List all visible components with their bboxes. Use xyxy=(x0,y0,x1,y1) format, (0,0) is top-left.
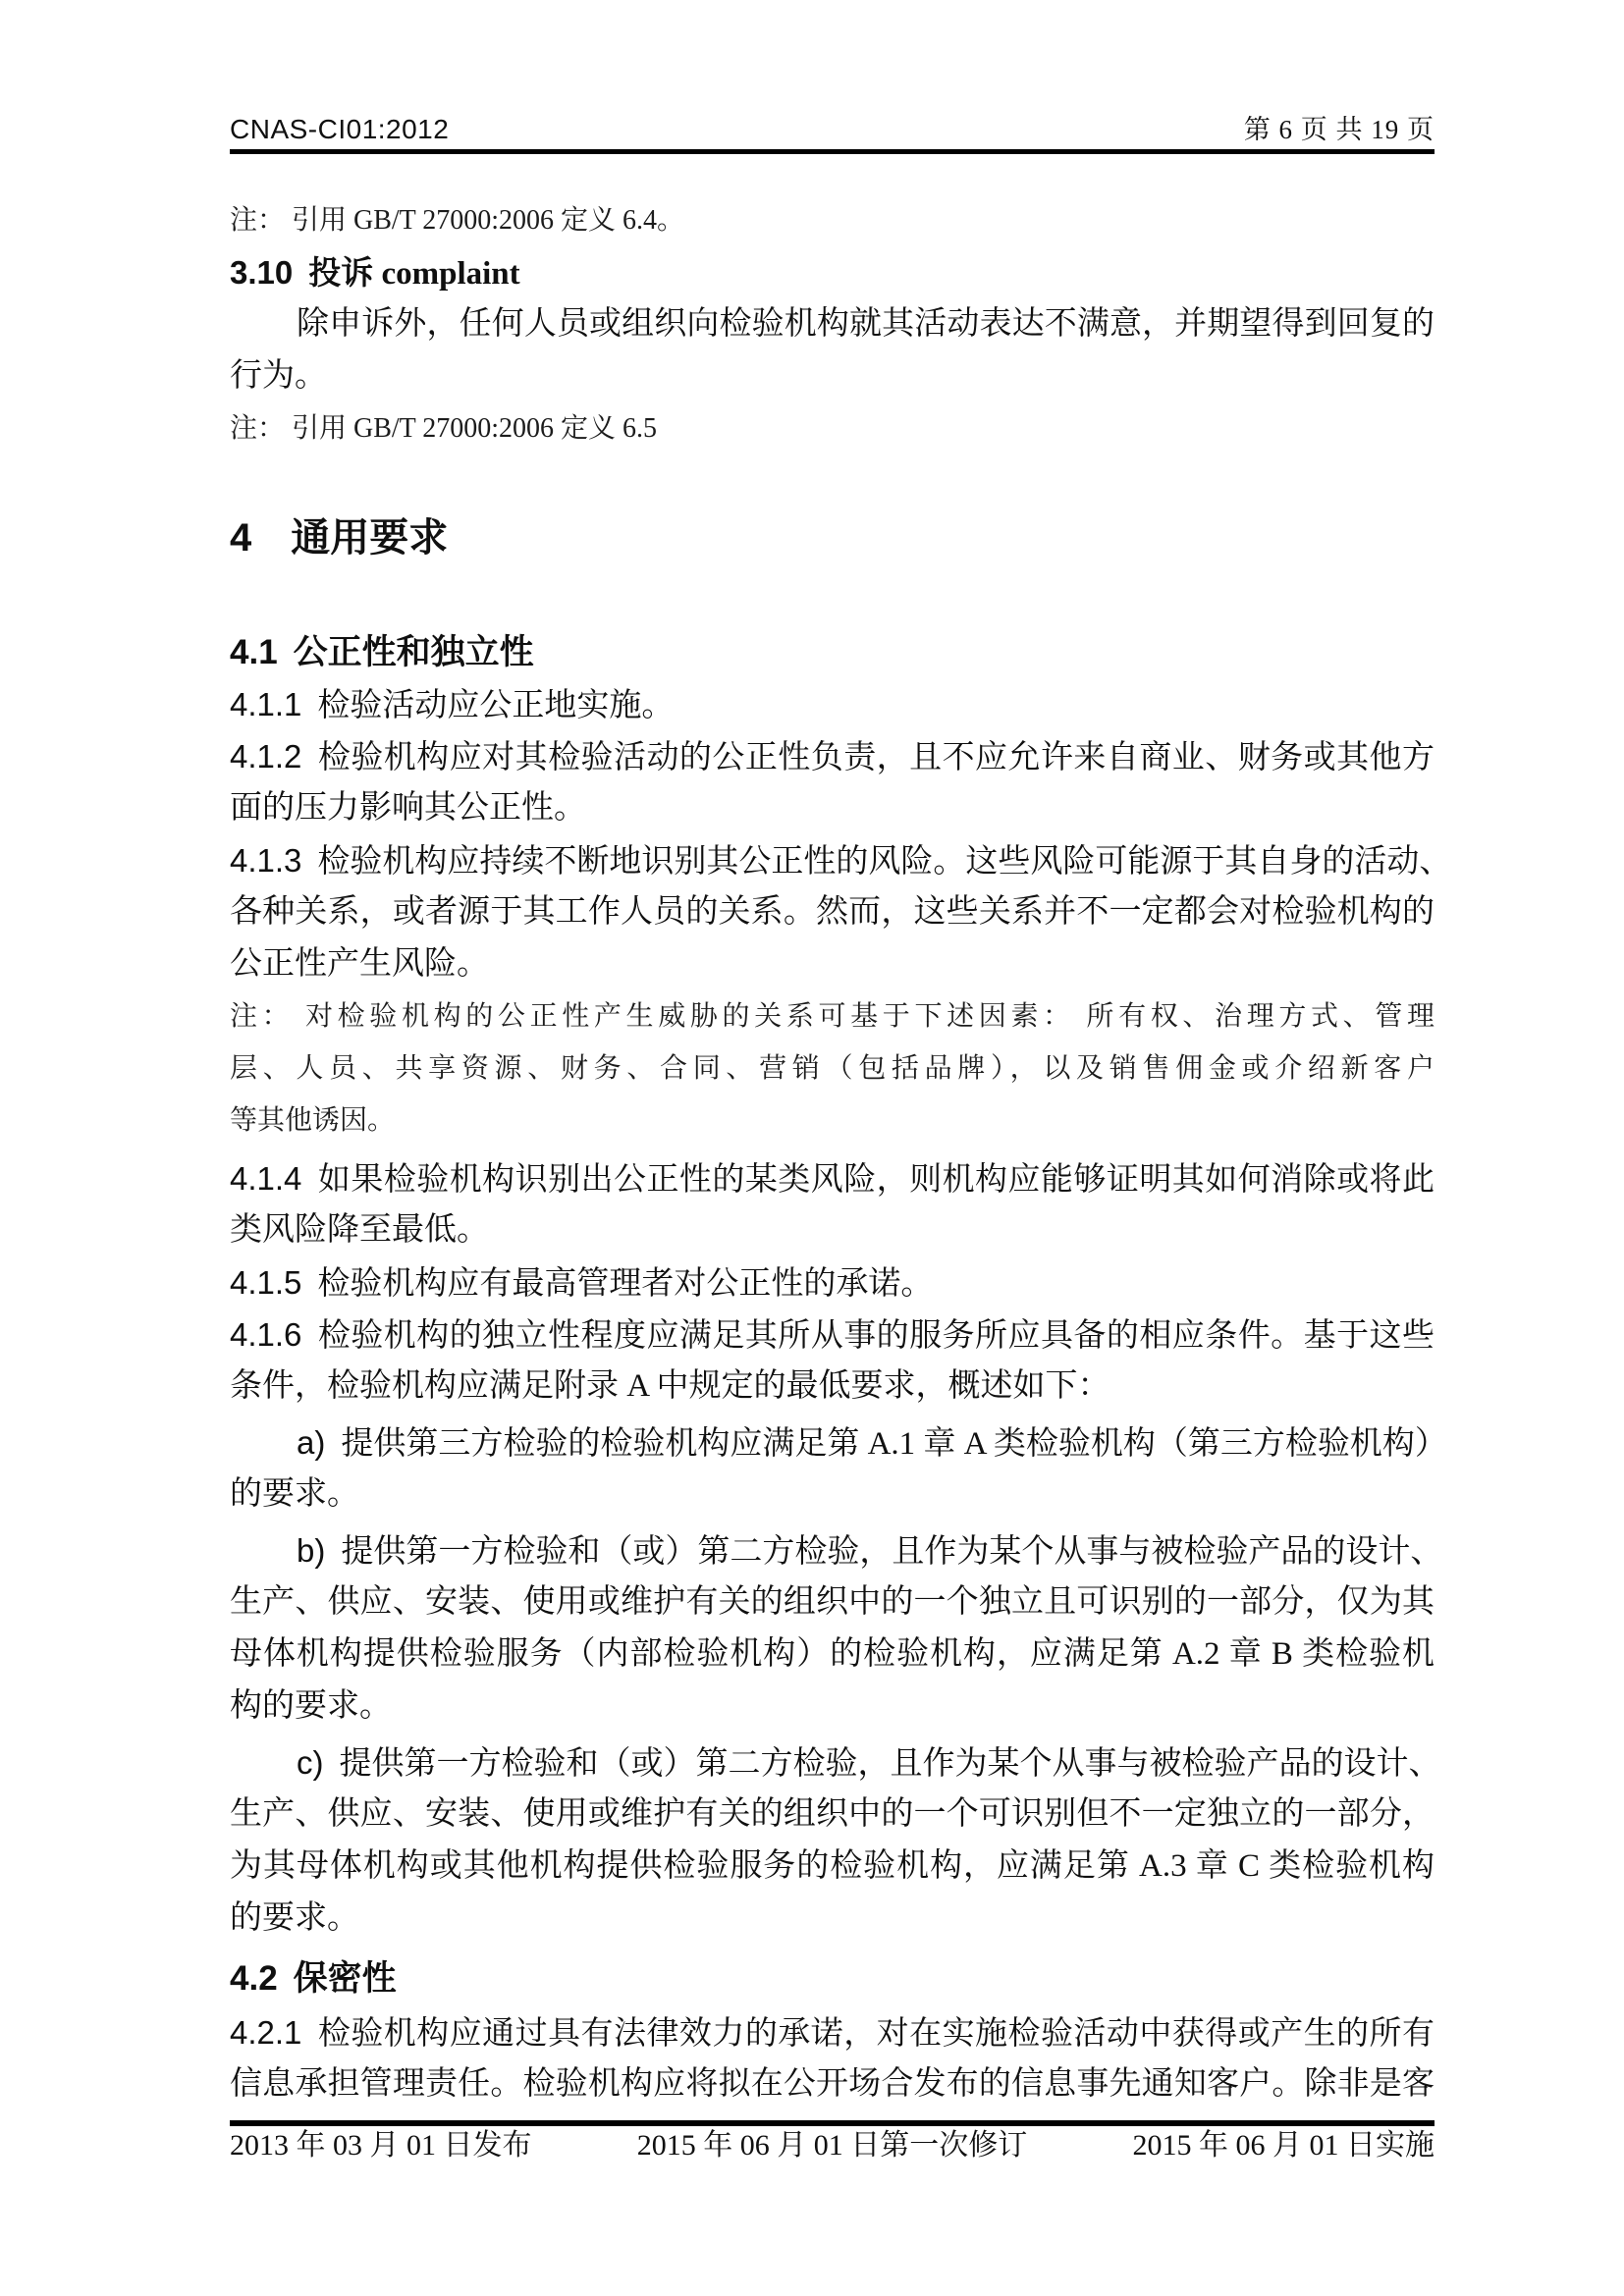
paragraph-text: 条件，检验机构应满足附录 A 中规定的最低要求，概述如下： xyxy=(230,1368,1110,1404)
clause-line-4-1-3 xyxy=(230,834,1452,886)
clause-number: 4.1.6 xyxy=(230,1316,302,1353)
page-number-info: 第 6 页 共 19 页 xyxy=(1243,115,1435,144)
paragraph-line xyxy=(230,2058,1435,2110)
paragraph-text: 的要求。 xyxy=(230,1900,359,1936)
clause-text: 检验机构应对其检验活动的公正性负责，且不应允许来自商业、财务或其他方 xyxy=(317,740,1435,775)
clause-line-4-1-1 xyxy=(230,678,1435,730)
document-body xyxy=(230,194,1452,2110)
clause-number: 4.1.5 xyxy=(230,1264,302,1301)
subsection-heading-4-1 xyxy=(230,626,1435,678)
clause-line-4-1-4 xyxy=(230,1152,1435,1204)
clause-text: 检验活动应公正地实施。 xyxy=(317,688,675,723)
paragraph-line xyxy=(230,1576,1435,1629)
note-line xyxy=(230,1095,1435,1147)
paragraph-text: 生产、供应、安装、使用或维护有关的组织中的一个独立且可识别的一部分，仅为其 xyxy=(230,1584,1435,1620)
clause-text: 如果检验机构识别出公正性的某类风险，则机构应能够证明其如何消除或将此 xyxy=(317,1162,1435,1198)
paragraph-line xyxy=(230,350,1435,402)
note-text: 注： 对检验机构的公正性产生威胁的关系可基于下述因素： 所有权、治理方式、管理 xyxy=(230,1001,1435,1032)
list-item-c xyxy=(230,1736,1441,1789)
clause-number: 4.1.1 xyxy=(230,686,302,722)
clause-text: 检验机构应有最高管理者对公正性的承诺。 xyxy=(317,1266,934,1302)
footer-published-date: 2013 年 03 月 01 日发布 xyxy=(230,2129,532,2162)
note-text: 注： 引用 GB/T 27000:2006 定义 6.4。 xyxy=(230,205,685,236)
paragraph-line xyxy=(230,782,1435,834)
clause-line-4-1-2 xyxy=(230,730,1435,782)
note-line xyxy=(230,1042,1435,1095)
footer-revised-date: 2015 年 06 月 01 日第一次修订 xyxy=(636,2129,1028,2162)
paragraph-line xyxy=(230,1789,1435,1841)
heading-text: 投诉 complaint xyxy=(308,256,520,292)
note-line xyxy=(230,990,1435,1042)
page-header xyxy=(230,110,1435,149)
paragraph-line xyxy=(230,1468,1435,1521)
document-code: CNAS-CI01:2012 xyxy=(230,114,450,144)
list-item-b xyxy=(230,1524,1443,1576)
paragraph-line xyxy=(230,1893,1435,1945)
clause-text: 检验机构的独立性程度应满足其所从事的服务所应具备的相应条件。基于这些 xyxy=(317,1318,1435,1354)
paragraph-text: 生产、供应、安装、使用或维护有关的组织中的一个可识别但不一定独立的一部分， xyxy=(230,1796,1435,1832)
clause-number: 4.1.3 xyxy=(230,842,302,879)
heading-text: 公正性和独立性 xyxy=(293,633,534,671)
footer-implemented-date: 2015 年 06 月 01 日实施 xyxy=(1132,2129,1435,2162)
clause-number: 4.1.2 xyxy=(230,738,302,774)
paragraph-line xyxy=(230,886,1435,938)
list-marker: b) xyxy=(297,1532,326,1569)
note-text: 等其他诱因。 xyxy=(230,1105,396,1136)
paragraph-text: 各种关系，或者源于其工作人员的关系。然而，这些关系并不一定都会对检验机构的 xyxy=(230,894,1435,930)
paragraph-text: 除申诉外，任何人员或组织向检验机构就其活动表达不满意，并期望得到回复的 xyxy=(297,306,1435,342)
clause-line-4-1-5 xyxy=(230,1256,1435,1308)
paragraph-line xyxy=(230,1361,1435,1413)
clause-number: 4.1.4 xyxy=(230,1160,302,1197)
list-item-text: 提供第一方检验和（或）第二方检验，且作为某个从事与被检验产品的设计、 xyxy=(341,1534,1443,1570)
paragraph-line xyxy=(230,1204,1435,1256)
heading-text: 保密性 xyxy=(293,1959,397,1998)
section-heading-4 xyxy=(230,508,1435,567)
list-item-text: 提供第三方检验的检验机构应满足第 A.1 章 A 类检验机构（第三方检验机构） xyxy=(341,1426,1447,1462)
clause-text: 检验机构应持续不断地识别其公正性的风险。这些风险可能源于其自身的活动、 xyxy=(317,844,1452,880)
clause-heading-3-10 xyxy=(230,246,1435,298)
list-marker: a) xyxy=(297,1424,326,1461)
paragraph-text: 为其母体机构或其他机构提供检验服务的检验机构，应满足第 A.3 章 C 类检验机构 xyxy=(230,1848,1435,1884)
paragraph-text: 构的要求。 xyxy=(230,1688,392,1724)
subsection-number: 4.2 xyxy=(230,1959,278,1998)
clause-number: 4.2.1 xyxy=(230,2014,302,2051)
subsection-heading-4-2 xyxy=(230,1952,1435,2004)
subsection-number: 4.1 xyxy=(230,633,278,671)
note-line xyxy=(230,402,1435,454)
paragraph-text: 信息承担管理责任。检验机构应将拟在公开场合发布的信息事先通知客户。除非是客 xyxy=(230,2066,1435,2102)
note-line xyxy=(230,194,1435,246)
note-text: 层、人员、共享资源、财务、合同、营销（包括品牌），以及销售佣金或介绍新客户 xyxy=(230,1053,1435,1084)
paragraph-text: 的要求。 xyxy=(230,1476,359,1512)
clause-line-4-2-1 xyxy=(230,2006,1435,2058)
list-item-a xyxy=(230,1416,1447,1468)
header-rule xyxy=(230,149,1435,154)
paragraph-line xyxy=(230,1841,1435,1893)
paragraph-text: 行为。 xyxy=(230,358,327,394)
clause-line-4-1-6 xyxy=(230,1308,1435,1361)
clause-text: 检验机构应通过具有法律效力的承诺，对在实施检验活动中获得或产生的所有 xyxy=(317,2016,1435,2052)
clause-number: 3.10 xyxy=(230,254,294,291)
heading-text: 通用要求 xyxy=(291,515,449,560)
page-footer xyxy=(230,2126,1435,2165)
note-text: 注： 引用 GB/T 27000:2006 定义 6.5 xyxy=(230,413,658,444)
paragraph-text: 母体机构提供检验服务（内部检验机构）的检验机构，应满足第 A.2 章 B 类检验机 xyxy=(230,1636,1435,1672)
paragraph-line xyxy=(230,938,1435,990)
paragraph-line xyxy=(230,298,1435,350)
paragraph-line xyxy=(230,1681,1435,1733)
paragraph-text: 面的压力影响其公正性。 xyxy=(230,790,586,826)
list-item-text: 提供第一方检验和（或）第二方检验，且作为某个从事与被检验产品的设计、 xyxy=(339,1746,1441,1782)
paragraph-text: 类风险降至最低。 xyxy=(230,1212,489,1248)
section-number: 4 xyxy=(230,516,252,560)
list-marker: c) xyxy=(297,1744,324,1781)
paragraph-text: 公正性产生风险。 xyxy=(230,946,489,982)
paragraph-line xyxy=(230,1629,1435,1681)
